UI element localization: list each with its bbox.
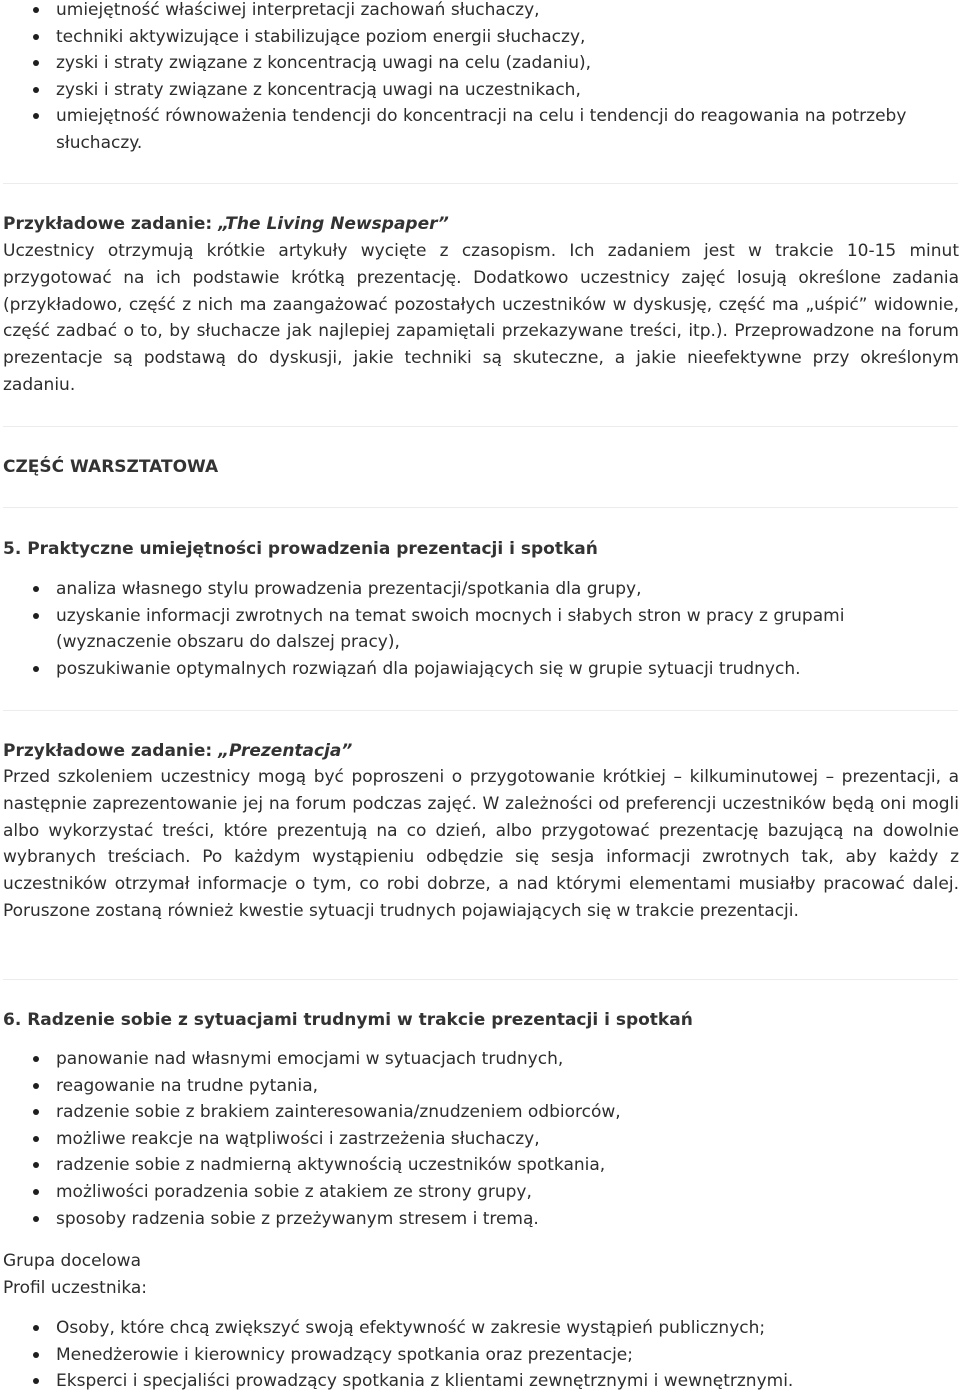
section-6-title: 6. Radzenie sobie z sytuacjami trudnymi w trakcie prezentacji i spotkań	[3, 1010, 693, 1030]
task-heading-title: „The Living Newspaper”	[218, 214, 449, 234]
list-item: uzyskanie informacji zwrotnych na temat swoich mocnych i słabych stron w pracy z grupami (wyznaczenie obszaru do dalszej pracy),	[0, 603, 960, 656]
list-item: zyski i straty związane z koncentracją uwagi na uczestnikach,	[0, 77, 960, 104]
list-item: radzenie sobie z brakiem zainteresowania/znudzeniem odbiorców,	[0, 1099, 960, 1126]
divider	[3, 710, 958, 711]
section-6-list-block	[0, 1046, 960, 1232]
divider	[3, 426, 958, 427]
task-description: Przed szkoleniem uczestnicy mogą być poproszeni o przygotowanie krótkiej – kilkuminutowej – prezentacji, a następnie zaprezentowanie jej na forum podczas zajęć. W zależności od preferencji uczestników będą oni mogli albo wykorzystać treści, które prezentują na co dzień, albo przygotować prezentację bazującą na dowolnie wybranych treściach. Po każdym wystąpieniu odbędzie się sesja informacji zwrotnych tak, aby każdy z uczestników otrzymał informacje o tym, co robi dobrze, a nad którymi elementami musiałby pracować dalej. Poruszone zostaną również kwestie sytuacji trudnych pojawiających się w trakcie prezentacji.	[3, 767, 959, 921]
section-5-list-block	[0, 576, 960, 682]
list-item: techniki aktywizujące i stabilizujące poziom energii słuchaczy,	[0, 24, 960, 51]
list-item: reagowanie na trudne pytania,	[0, 1073, 960, 1100]
list-item: możliwości poradzenia sobie z atakiem ze strony grupy,	[0, 1179, 960, 1206]
list-item: Eksperci i specjaliści prowadzący spotkania z klientami zewnętrznymi i wewnętrznymi.	[0, 1368, 960, 1395]
list-item: panowanie nad własnymi emocjami w sytuacjach trudnych,	[0, 1046, 960, 1073]
task-heading	[3, 738, 352, 764]
section-heading-workshop: CZĘŚĆ WARSZTATOWA	[3, 457, 219, 477]
section-5-title: 5. Praktyczne umiejętności prowadzenia prezentacji i spotkań	[3, 539, 598, 559]
divider	[3, 507, 958, 508]
task-heading-prefix: Przykładowe zadanie:	[3, 741, 219, 761]
list-item: umiejętność właściwej interpretacji zachowań słuchaczy,	[0, 0, 960, 24]
list-item: Menedżerowie i kierownicy prowadzący spotkania oraz prezentacje;	[0, 1342, 960, 1369]
section-6-list	[0, 1046, 960, 1232]
task-heading	[3, 211, 449, 237]
participant-profile-list-block	[0, 1315, 960, 1395]
task-heading-title: „Prezentacja”	[218, 741, 353, 761]
divider	[3, 183, 958, 184]
list-item: zyski i straty związane z koncentracją uwagi na celu (zadaniu),	[0, 50, 960, 77]
list-item: umiejętność równoważenia tendencji do koncentracji na celu i tendencji do reagowania na potrzeby słuchaczy.	[0, 103, 960, 156]
section-5-list	[0, 576, 960, 682]
participant-profile-label: Profil uczestnika:	[3, 1278, 148, 1298]
list-item: poszukiwanie optymalnych rozwiązań dla pojawiających się w grupie sytuacji trudnych.	[0, 656, 960, 683]
skills-list-block	[0, 0, 960, 157]
task-description: Uczestnicy otrzymują krótkie artykuły wycięte z czasopism. Ich zadaniem jest w trakcie 10-15 minut przygotować na ich podstawie krótką prezentację. Dodatkowo uczestnicy zajęć losują określone zadania (przykładowo, część z nich ma zaangażować pozostałych uczestników w dyskusję, część ma „uśpić” widownie, część zadbać o to, by słuchacze jak najlepiej zapamiętali przekazywane treści, itp.). Przeprowadzone na forum prezentacje są podstawą do dyskusji, jakie techniki są skuteczne, a jakie nieefektywne przy określonym zadaniu.	[3, 241, 959, 395]
skills-list	[0, 0, 960, 157]
participant-profile-list	[0, 1315, 960, 1395]
target-group-label: Grupa docelowa	[3, 1251, 141, 1271]
list-item: radzenie sobie z nadmierną aktywnością uczestników spotkania,	[0, 1152, 960, 1179]
list-item: analiza własnego stylu prowadzenia prezentacji/spotkania dla grupy,	[0, 576, 960, 603]
divider	[3, 979, 958, 980]
list-item: Osoby, które chcą zwiększyć swoją efektywność w zakresie wystąpień publicznych;	[0, 1315, 960, 1342]
list-item: sposoby radzenia sobie z przeżywanym stresem i tremą.	[0, 1206, 960, 1233]
list-item: możliwe reakcje na wątpliwości i zastrzeżenia słuchaczy,	[0, 1126, 960, 1153]
task-heading-prefix: Przykładowe zadanie:	[3, 214, 219, 234]
